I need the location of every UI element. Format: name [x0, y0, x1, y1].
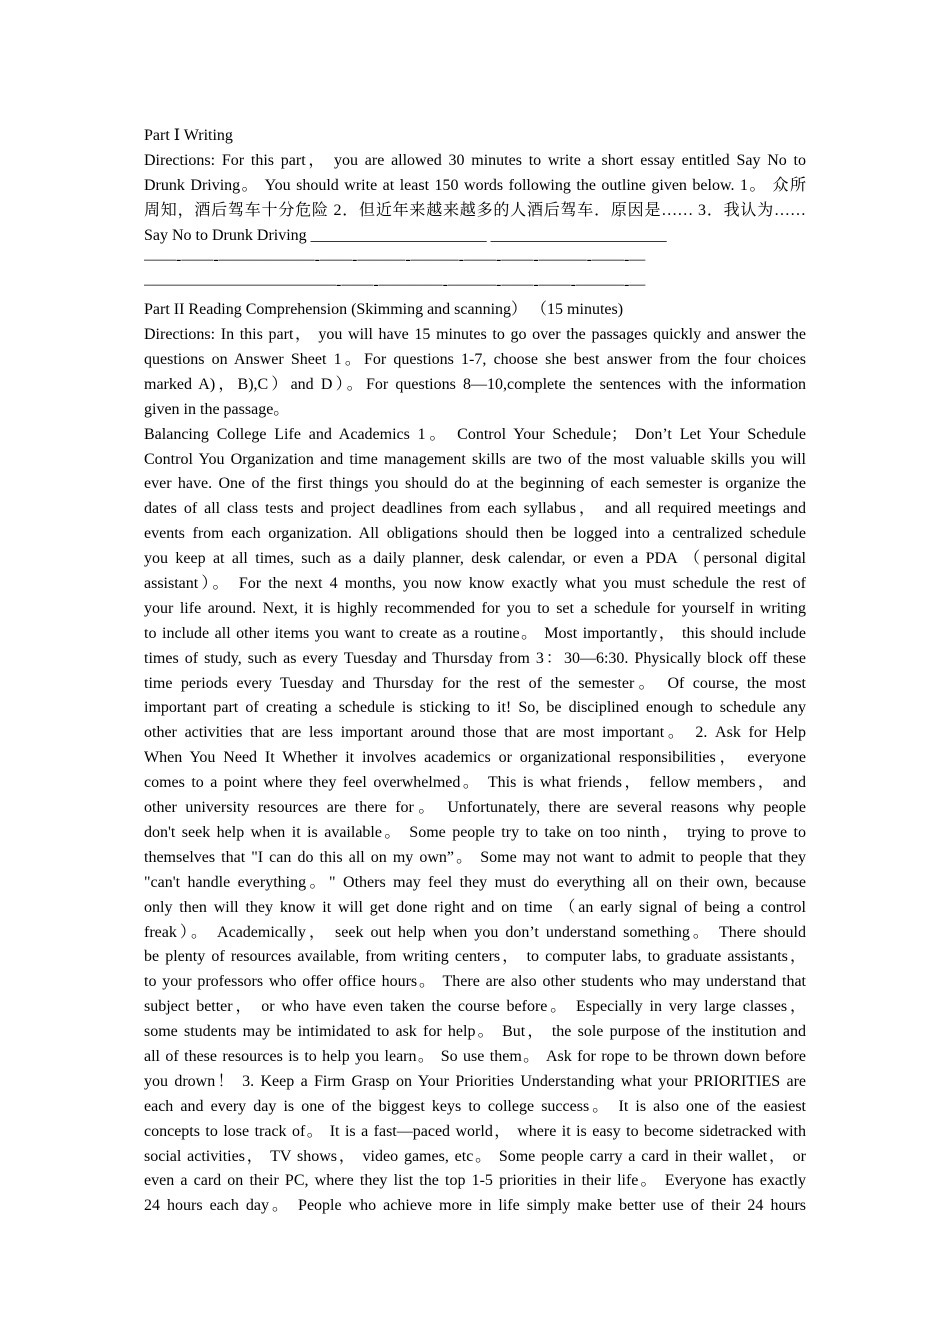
- passage-line: time periods every Tuesday and Thursday for the rest of the semester。 Of course, the most: [144, 674, 806, 692]
- passage-line: Control You Organization and time management skills are two of the most valuable skills you will: [144, 450, 806, 468]
- passage-line: dates of all class tests and project deadlines from each syllabus， and all required meetings and: [144, 500, 806, 518]
- passage-line: even a card on their PC, where they list the top 1-5 priorities in their life。 Everyone has exactly: [144, 1172, 806, 1190]
- passage-line: to include all other items you want to create as a routine。 Most importantly， this should include: [144, 624, 806, 642]
- passage-line: times of study, such as every Tuesday and Thursday from 3：30—6:30. Physically block off these: [144, 649, 806, 667]
- answer-blank: ______________________: [490, 226, 667, 244]
- essay-title: Say No to Drunk Driving: [144, 226, 307, 244]
- part2-directions-line: questions on Answer Sheet 1。For questions 1-7, choose she best answer from the four choices: [144, 351, 806, 369]
- passage-line: subject better， or who have even taken the course before。 Especially in very large classes，: [144, 998, 806, 1016]
- passage-line: comes to a point where they feel overwhelmed。 This is what friends， fellow members， and: [144, 774, 806, 792]
- passage-line: be plenty of resources available, from writing centers， to computer labs, to graduate assistants，: [144, 948, 806, 966]
- passage-line: each and every day is one of the biggest keys to college success。 It is also one of the easiest: [144, 1097, 806, 1115]
- part2-directions-line: marked A)，B),C）and D）。For questions 8—10,complete the sentences with the information: [144, 375, 806, 393]
- reading-passage: [144, 423, 806, 1220]
- part2-directions-line: Directions: In this part， you will have 15 minutes to go over the passages quickly and answer the: [144, 326, 806, 344]
- passage-line: freak）。 Academically， seek out help when you don’t understand something。 There should: [144, 923, 806, 941]
- part1-directions-line: Drunk Driving。 You should write at least 150 words following the outline given below. 1。 众所: [144, 176, 806, 194]
- passage-line: don't seek help when it is available。 Some people try to take on too ninth， trying to prove to: [144, 823, 806, 841]
- passage-line: all of these resources is to help you learn。 So use them。 Ask for rope to be thrown down before: [144, 1047, 806, 1065]
- passage-line: other activities that are less important around those that are most important。 2. Ask for Help: [144, 724, 806, 742]
- passage-line: ever have. One of the first things you should do at the beginning of each semester is organize the: [144, 475, 806, 493]
- passage-line: you drown！ 3. Keep a Firm Grasp on Your Priorities Understanding what your PRIORITIES are: [144, 1072, 806, 1090]
- passage-line: assistant）。 For the next 4 months, you now know exactly what you must schedule the rest of: [144, 575, 806, 593]
- passage-line: you keep at all times, such as a daily planner, desk calendar, or even a PDA （personal digital: [144, 550, 806, 568]
- document-body: [144, 124, 806, 1219]
- passage-line: events from each organization. All obligations should then be logged into a centralized schedule: [144, 525, 806, 543]
- part2-directions-line: given in the passage。: [144, 400, 290, 418]
- essay-title-line: [144, 224, 806, 249]
- passage-line: your life around. Next, it is highly recommended for you to set a schedule for yourself in writing: [144, 599, 806, 617]
- part1-directions-line: Directions: For this part， you are allowed 30 minutes to write a short essay entitled Say No to: [144, 151, 806, 169]
- passage-line: When You Need It Whether it involves academics or organizational responsibilities， everyone: [144, 749, 806, 767]
- passage-line: other university resources are there for。 Unfortunately, there are several reasons why people: [144, 799, 806, 817]
- passage-line: only then will they know it will get done right and on time （an early signal of being a control: [144, 898, 806, 916]
- answer-blank: ______________________: [310, 226, 487, 244]
- passage-line: to your professors who offer office hours。 There are also other students who may understand that: [144, 973, 806, 991]
- rule-line: ————————————-——-————-———-——-——-———-—: [144, 276, 646, 294]
- passage-line: Balancing College Life and Academics 1。 Control Your Schedule； Don’t Let Your Schedule: [144, 425, 806, 443]
- rule-line: ——-——-——————-——-———-———-——-——-———-——-—: [144, 251, 646, 269]
- part1-directions-line: 周知，酒后驾车十分危险 2．但近年来越来越多的人酒后驾车．原因是…… 3．我认为……: [144, 201, 806, 219]
- passage-line: 24 hours each day。 People who achieve more in life simply make better use of their 24 hours: [144, 1197, 806, 1215]
- passage-line: social activities， TV shows， video games, etc。 Some people carry a card in their wallet， or: [144, 1147, 806, 1165]
- part2-heading: Part II Reading Comprehension (Skimming and scanning） （15 minutes): [144, 301, 624, 319]
- passage-line: themselves that "I can do this all on my own”。 Some may not want to admit to people that they: [144, 848, 806, 866]
- part1-heading: Part Ⅰ Writing: [144, 127, 233, 144]
- passage-line: important part of creating a schedule is sticking to it! So, be disciplined enough to schedule any: [144, 699, 806, 717]
- passage-line: concepts to lose track of。 It is a fast—paced world， where it is easy to become sidetracked with: [144, 1122, 806, 1140]
- passage-line: some students may be intimidated to ask for help。 But， the sole purpose of the institution and: [144, 1023, 806, 1041]
- passage-line: "can't handle everything。" Others may feel they must do everything all on their own, because: [144, 873, 806, 891]
